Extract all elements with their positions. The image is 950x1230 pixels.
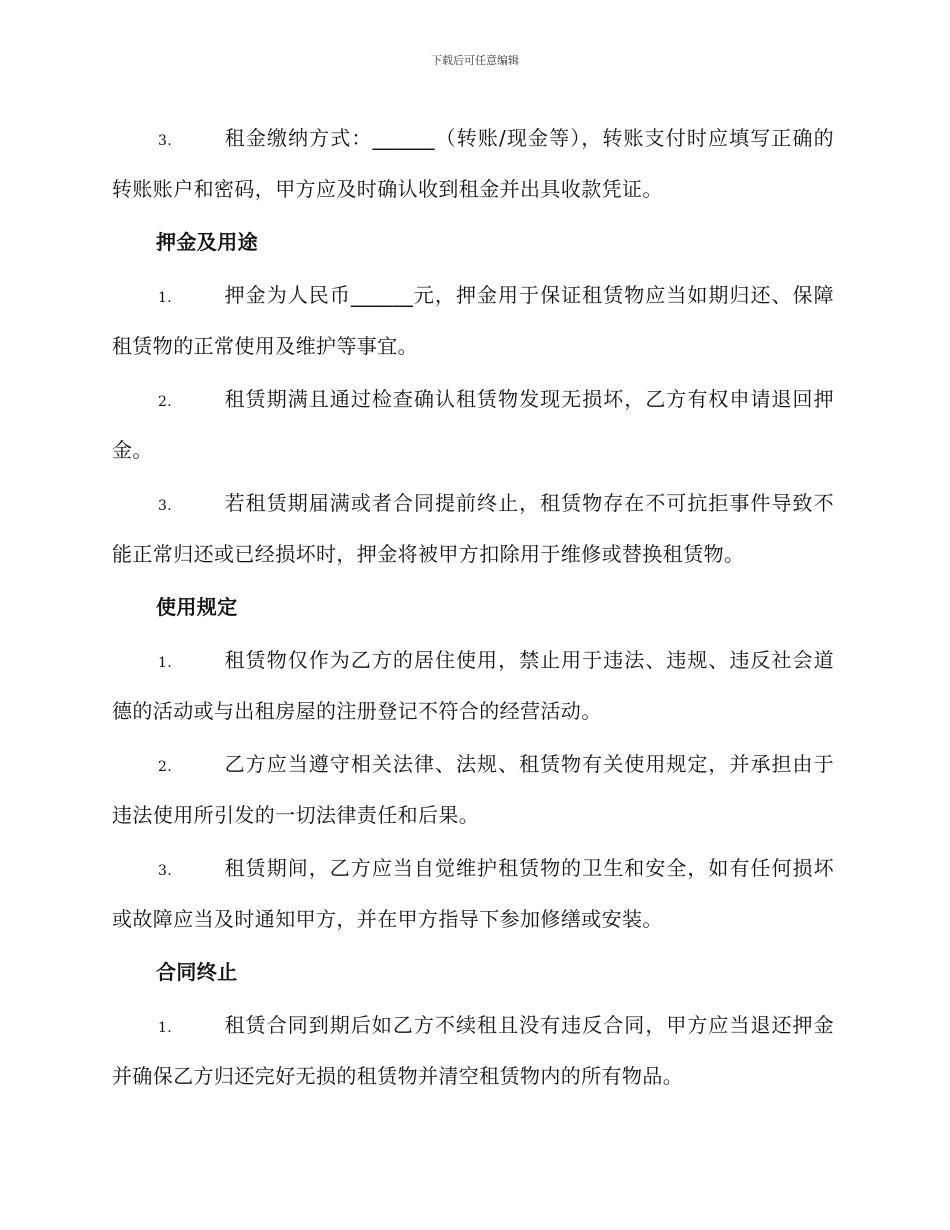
clause-number: 1. — [158, 1020, 173, 1036]
clause-deposit-refund — [112, 375, 834, 474]
clause-text: 租赁期满且通过检查确认租赁物发现无损坏，乙方有权申请退回押金。 — [112, 387, 834, 462]
clause-payment-method — [112, 114, 834, 213]
clause-usage-maintenance — [112, 844, 834, 943]
clause-termination-refund — [112, 1001, 834, 1100]
clause-text: 押金为人民币______元，押金用于保证租赁物应当如期归还、保障租赁物的正常使用及维护等事宜。 — [112, 283, 834, 358]
clause-text: 租赁期间，乙方应当自觉维护租赁物的卫生和安全，如有任何损坏或故障应当及时通知甲方，并在甲方指导下参加修缮或安装。 — [112, 856, 834, 931]
document-body — [112, 114, 834, 1105]
clause-text: 租金缴纳方式：______（转账/现金等），转账支付时应填写正确的转账账户和密码，甲方应及时确认收到租金并出具收款凭证。 — [112, 126, 834, 201]
page-header: 下载后可任意编辑 — [431, 54, 519, 67]
section-heading-termination: 合同终止 — [156, 960, 238, 984]
clause-text: 若租赁期届满或者合同提前终止，租赁物存在不可抗拒事件导致不能正常归还或已经损坏时，押金将被甲方扣除用于维修或替换租赁物。 — [112, 491, 834, 566]
clause-text: 租赁物仅作为乙方的居住使用，禁止用于违法、违规、违反社会道德的活动或与出租房屋的注册登记不符合的经营活动。 — [112, 648, 834, 723]
clause-number: 3. — [158, 498, 173, 514]
clause-number: 1. — [158, 290, 173, 306]
clause-number: 2. — [158, 394, 173, 410]
clause-deposit-amount — [112, 271, 834, 370]
clause-number: 1. — [158, 655, 173, 671]
clause-usage-residential — [112, 636, 834, 735]
clause-usage-compliance — [112, 740, 834, 839]
clause-number: 3. — [158, 863, 173, 879]
clause-text: 乙方应当遵守相关法律、法规、租赁物有关使用规定，并承担由于违法使用所引发的一切法律责任和后果。 — [112, 752, 834, 827]
clause-number: 3. — [158, 133, 173, 149]
section-heading-deposit: 押金及用途 — [156, 230, 258, 254]
clause-number: 2. — [158, 759, 173, 775]
section-heading-usage: 使用规定 — [156, 595, 238, 619]
clause-text: 租赁合同到期后如乙方不续租且没有违反合同，甲方应当退还押金并确保乙方归还完好无损的租赁物并清空租赁物内的所有物品。 — [112, 1013, 834, 1088]
clause-deposit-deduction — [112, 479, 834, 578]
